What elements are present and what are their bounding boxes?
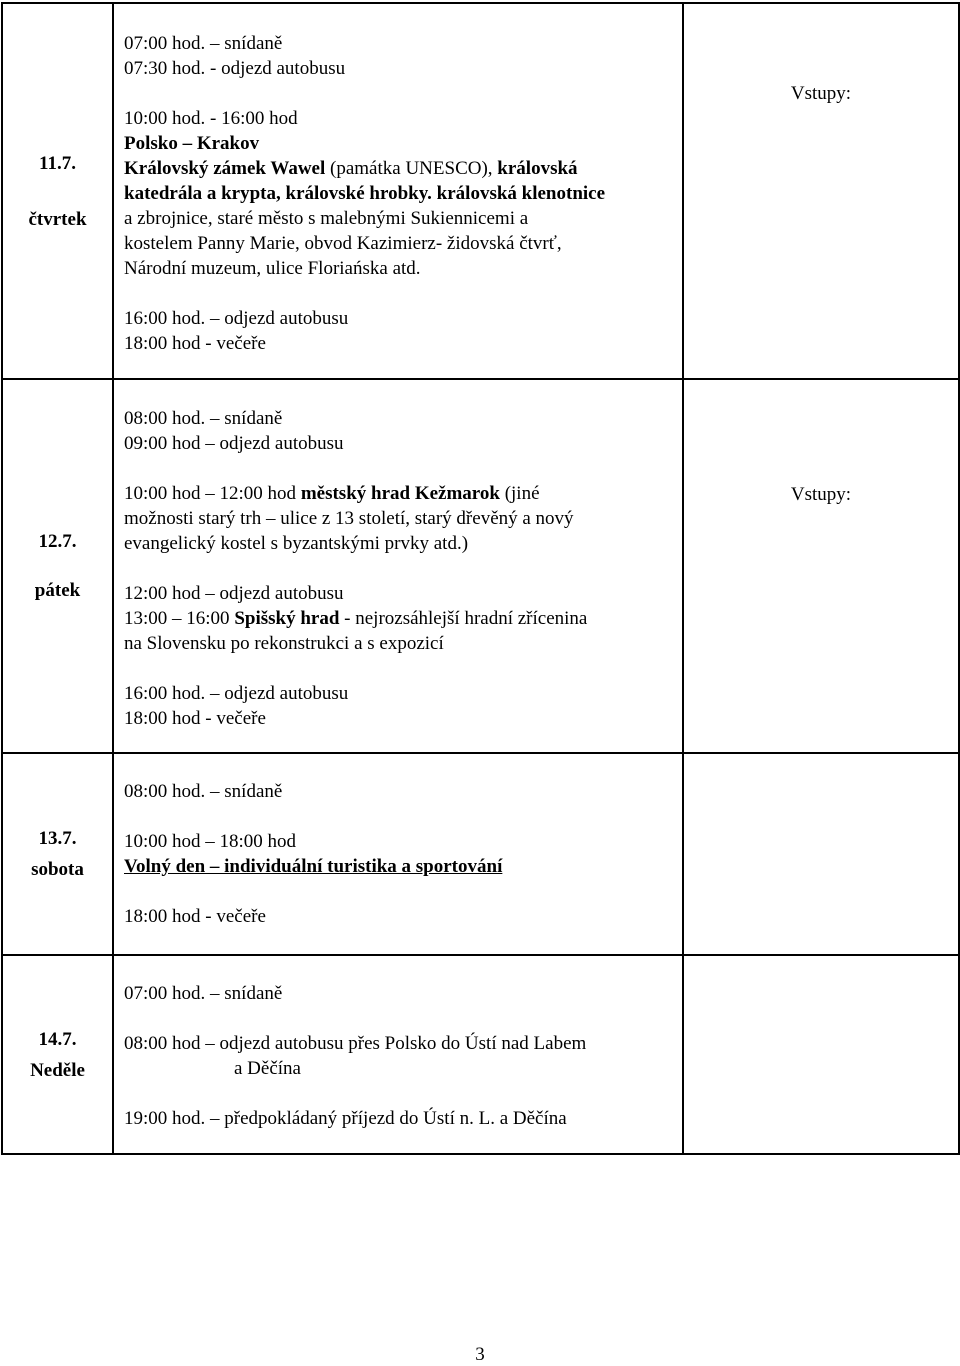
program-line: 18:00 hod - večeře [124,333,266,354]
day-date-cell [2,379,113,753]
day-weekday: Neděle [30,1059,85,1081]
program-bold-text: královská [497,158,578,179]
day-entries-cell [683,3,959,379]
program-line: 07:30 hod. - odjezd autobusu [124,58,346,79]
program-bold-text: Spišský hrad [234,608,340,629]
day-row-2 [2,379,959,753]
day-entries-cell [683,379,959,753]
program-line: 18:00 hod - večeře [124,708,266,729]
program-line: 08:00 hod – odjezd autobusu přes Polsko do Ústí nad Labem [124,1033,587,1054]
day-program-cell [113,753,683,955]
day-program-cell [113,379,683,753]
program-line: 08:00 hod. – snídaně [124,408,283,429]
itinerary-table [1,2,960,1155]
program-text: (památka UNESCO), [325,158,498,179]
program-line [124,606,676,631]
program-line [124,481,676,506]
program-text: (jiné [499,483,540,504]
program-line: 16:00 hod. – odjezd autobusu [124,308,349,329]
program-line: 12:00 hod – odjezd autobusu [124,583,344,604]
day-date: 14.7. [38,1028,77,1050]
day-entries-cell [683,955,959,1154]
day-date-cell [2,3,113,379]
program-line: 16:00 hod. – odjezd autobusu [124,683,349,704]
day-date-cell [2,955,113,1154]
program-line: 18:00 hod - večeře [124,906,266,927]
program-line: 10:00 hod. - 16:00 hod [124,108,298,129]
program-text: 13:00 – 16:00 [124,608,235,629]
program-text: - nejrozsáhlejší hradní zřícenina [339,608,588,629]
day-row-4 [2,955,959,1154]
program-bold-text: městský hrad Kežmarok [300,483,500,504]
day-entries-cell [683,753,959,955]
program-line: 19:00 hod. – předpokládaný příjezd do Ústí n. L. a Děčína [124,1108,567,1129]
program-line: možnosti starý trh – ulice z 13 století, starý dřevěný a nový [124,508,574,529]
program-line: 09:00 hod – odjezd autobusu [124,433,344,454]
program-line: a zbrojnice, staré město s malebnými Sukiennicemi a [124,208,529,229]
program-line: evangelický kostel s byzantskými prvky atd.) [124,533,469,554]
program-line: katedrála a krypta, královské hrobky. královská klenotnice [124,183,606,204]
day-date: 11.7. [39,152,76,174]
program-line: Národní muzeum, ulice Floriańska atd. [124,258,421,279]
program-text: 10:00 hod – 12:00 hod [124,483,301,504]
program-line: Polsko – Krakov [124,133,260,154]
program-line: kostelem Panny Marie, obvod Kazimierz- židovská čtvrť, [124,233,562,254]
program-bold-text: Královský zámek Wawel [124,158,326,179]
day-weekday: pátek [34,580,81,601]
day-date: 13.7. [38,828,77,849]
day-date-cell [2,753,113,955]
entries-label: Vstupy: [790,484,852,505]
day-row-3 [2,753,959,955]
day-weekday: čtvrtek [28,208,87,230]
program-line: 10:00 hod – 18:00 hod [124,831,297,852]
program-line: 07:00 hod. – snídaně [124,983,283,1004]
program-line: 08:00 hod. – snídaně [124,781,283,802]
program-text: a Děčína [234,1058,301,1079]
day-row-1 [2,3,959,379]
page-number: 3 [475,1344,485,1365]
program-line [124,1056,676,1081]
day-date: 12.7. [38,531,77,552]
program-line: 07:00 hod. – snídaně [124,33,283,54]
day-program-cell [113,955,683,1154]
entries-label: Vstupy: [790,83,852,104]
day-program-cell [113,3,683,379]
program-line: na Slovensku po rekonstrukci a s expozicí [124,633,444,654]
day-weekday: sobota [31,859,84,880]
program-line: Volný den – individuální turistika a sportování [124,856,503,877]
program-line [124,156,676,181]
